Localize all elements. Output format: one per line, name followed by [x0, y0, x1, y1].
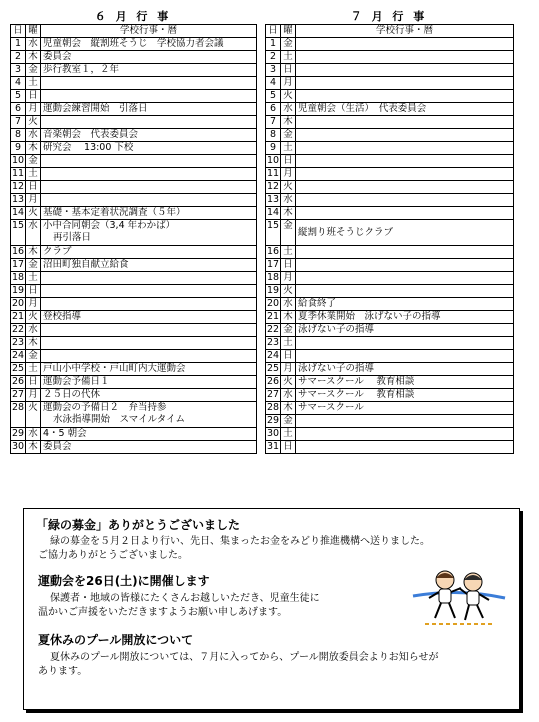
- june-title: ６ 月 行 事: [94, 10, 172, 23]
- event-cell: [41, 90, 257, 103]
- event-cell: [296, 376, 514, 389]
- june-row-7: [11, 116, 257, 129]
- event-text: 委員会: [43, 51, 72, 62]
- day-cell: 9: [266, 142, 281, 155]
- day-cell: 10: [11, 155, 25, 166]
- june-row-23: [11, 337, 257, 350]
- sports-day-text-1: 保護者・地域の皆様にたくさんお越しいただき、児童生徒に: [50, 593, 320, 604]
- event-cell: [41, 246, 257, 259]
- day-cell: 14: [266, 207, 280, 218]
- event-cell: [296, 285, 514, 298]
- event-cell: [296, 220, 514, 246]
- day-cell: 20: [11, 298, 25, 309]
- day-cell: 7: [11, 116, 26, 129]
- event-cell: [296, 207, 514, 220]
- day-cell: 12: [11, 181, 25, 192]
- july-row-7: [266, 116, 514, 129]
- june-row-29: [11, 428, 257, 441]
- day-cell: 1: [266, 38, 281, 51]
- weekday-cell: 月: [281, 77, 296, 90]
- weekday-cell: 土: [281, 337, 296, 350]
- july-row-22: [266, 324, 514, 337]
- weekday-cell: 金: [26, 259, 41, 272]
- june-row-24: [11, 350, 257, 363]
- weekday-cell: 土: [26, 363, 41, 376]
- day-cell: 18: [11, 272, 25, 283]
- day-cell: 1: [11, 38, 26, 51]
- event-cell: [41, 311, 257, 324]
- weekday-cell: 金: [26, 350, 41, 363]
- weekday-cell: 火: [26, 207, 41, 220]
- event-cell: [41, 298, 257, 311]
- day-cell: 7: [266, 116, 281, 129]
- event-text: 研究会 13:00 下校: [43, 142, 134, 153]
- event-text: 縦割り班そうじクラブ: [298, 226, 394, 238]
- event-text: ２５日の代休: [43, 389, 101, 400]
- weekday-cell: 火: [281, 376, 296, 389]
- june-row-25: [11, 363, 257, 376]
- day-header: 日: [11, 25, 26, 38]
- day-cell: 26: [11, 376, 25, 387]
- day-cell: 13: [11, 194, 25, 205]
- june-row-14: [11, 207, 257, 220]
- day-cell: 22: [11, 324, 25, 335]
- weekday-cell: 土: [281, 428, 296, 441]
- weekday-cell: 日: [281, 155, 296, 168]
- green-fund-text-1: 緑の募金を５月２日より行い、先日、集まったお金をみどり推進機構へ送りました。: [50, 536, 430, 547]
- july-row-8: [266, 129, 514, 142]
- event-cell: [41, 402, 257, 428]
- weekday-cell: 水: [281, 103, 296, 116]
- june-row-21: [11, 311, 257, 324]
- weekday-cell: 月: [26, 298, 41, 311]
- weekday-cell: 土: [26, 272, 41, 285]
- event-cell: [296, 246, 514, 259]
- july-row-27: [266, 389, 514, 402]
- event-cell: [296, 116, 514, 129]
- weekday-cell: 水: [26, 38, 41, 51]
- july-row-26: [266, 376, 514, 389]
- june-row-11: [11, 168, 257, 181]
- event-cell: [41, 259, 257, 272]
- july-row-28: [266, 402, 514, 415]
- event-cell: [41, 207, 257, 220]
- event-text: 委員会: [43, 441, 72, 452]
- event-cell: [296, 168, 514, 181]
- event-text: 泳げない子の指導: [298, 324, 375, 335]
- event-cell: [41, 142, 257, 155]
- weekday-cell: 日: [281, 259, 296, 272]
- day-cell: 21: [11, 311, 25, 322]
- july-row-20: [266, 298, 514, 311]
- event-text: 小中合同朝会（3,4 年わかば）: [43, 220, 176, 231]
- day-cell: 24: [266, 350, 280, 361]
- event-text: 児童朝会 縦割班そうじ 学校協力者会議: [43, 38, 224, 49]
- event-cell: [41, 324, 257, 337]
- event-cell: [296, 64, 514, 77]
- june-row-10: [11, 155, 257, 168]
- event-cell: [296, 272, 514, 285]
- weekday-cell: 土: [281, 246, 296, 259]
- event-cell: [296, 38, 514, 51]
- day-cell: 29: [266, 415, 280, 426]
- weekday-cell: 土: [26, 168, 41, 181]
- green-fund-heading: 「緑の募金」ありがとうございました: [36, 518, 241, 532]
- event-text: 再引落日: [53, 232, 92, 243]
- july-row-14: [266, 207, 514, 220]
- running-children-illustration: [411, 566, 507, 628]
- event-text: 歩行教室１，２年: [43, 64, 120, 75]
- day-cell: 22: [266, 324, 280, 335]
- day-cell: 16: [266, 246, 280, 257]
- june-row-17: [11, 259, 257, 272]
- july-row-31: [266, 441, 514, 454]
- event-cell: [296, 415, 514, 428]
- event-cell: [41, 272, 257, 285]
- day-cell: 3: [266, 64, 281, 77]
- weekday-cell: 金: [281, 324, 296, 337]
- event-cell: [41, 181, 257, 194]
- july-row-6: [266, 103, 514, 116]
- june-calendar: [10, 10, 256, 454]
- event-text: 登校指導: [43, 311, 82, 322]
- events-header: 学校行事・暦: [296, 25, 514, 38]
- weekday-cell: 月: [281, 272, 296, 285]
- weekday-cell: 水: [281, 389, 296, 402]
- event-cell: [41, 194, 257, 207]
- event-text: 泳げない子の指導: [298, 363, 375, 374]
- day-cell: 17: [11, 259, 25, 270]
- day-cell: 8: [11, 129, 26, 142]
- event-cell: [41, 441, 257, 454]
- event-cell: [41, 168, 257, 181]
- june-table: [10, 24, 257, 454]
- june-row-4: [11, 77, 257, 90]
- weekday-cell: 水: [26, 428, 41, 441]
- june-row-2: [11, 51, 257, 64]
- event-text: サマースクール 教育相談: [298, 389, 415, 400]
- sports-day-heading: 運動会を26日(土)に開催します: [38, 574, 210, 588]
- event-cell: [41, 376, 257, 389]
- weekday-cell: 金: [281, 129, 296, 142]
- july-row-5: [266, 90, 514, 103]
- weekday-cell: 金: [281, 38, 296, 51]
- event-text: 運動会練習開始 引落日: [43, 103, 148, 114]
- july-row-9: [266, 142, 514, 155]
- june-row-18: [11, 272, 257, 285]
- event-cell: [41, 220, 257, 246]
- day-cell: 16: [11, 246, 25, 257]
- july-row-23: [266, 337, 514, 350]
- july-row-12: [266, 181, 514, 194]
- weekday-cell: 金: [26, 64, 41, 77]
- weekday-cell: 月: [281, 363, 296, 376]
- events-header: 学校行事・暦: [41, 25, 257, 38]
- day-cell: 23: [266, 337, 280, 348]
- weekday-header: 曜: [281, 25, 296, 38]
- event-text: 音楽朝会 代表委員会: [43, 129, 139, 140]
- july-row-17: [266, 259, 514, 272]
- event-cell: [41, 116, 257, 129]
- event-text: 給食終了: [298, 298, 337, 309]
- day-cell: 19: [11, 285, 25, 296]
- june-row-16: [11, 246, 257, 259]
- july-row-3: [266, 64, 514, 77]
- july-row-11: [266, 168, 514, 181]
- day-cell: 19: [266, 285, 280, 296]
- day-cell: 30: [11, 441, 25, 452]
- july-table: [265, 24, 514, 454]
- event-cell: [296, 194, 514, 207]
- july-row-19: [266, 285, 514, 298]
- day-cell: 15: [266, 220, 281, 246]
- day-cell: 25: [266, 363, 280, 374]
- day-cell: 24: [11, 350, 25, 361]
- weekday-cell: 木: [26, 441, 41, 454]
- event-cell: [296, 259, 514, 272]
- weekday-cell: 木: [26, 337, 41, 350]
- june-row-13: [11, 194, 257, 207]
- weekday-cell: 木: [26, 142, 41, 155]
- weekday-cell: 月: [26, 103, 41, 116]
- day-cell: 20: [266, 298, 280, 309]
- event-cell: [41, 64, 257, 77]
- day-cell: 30: [266, 428, 280, 439]
- event-cell: [41, 285, 257, 298]
- event-cell: [41, 77, 257, 90]
- weekday-cell: 金: [26, 155, 41, 168]
- day-cell: 28: [266, 402, 280, 413]
- pool-text-1: 夏休みのプール開放については、７月に入ってから、プール開放委員会よりお知らせが: [50, 652, 439, 663]
- day-header: 日: [266, 25, 281, 38]
- event-cell: [41, 129, 257, 142]
- day-cell: 31: [266, 441, 280, 452]
- june-row-9: [11, 142, 257, 155]
- weekday-cell: 火: [26, 311, 41, 324]
- weekday-cell: 日: [281, 64, 296, 77]
- june-row-26: [11, 376, 257, 389]
- day-cell: 13: [266, 194, 280, 205]
- day-cell: 15: [11, 220, 26, 246]
- june-row-8: [11, 129, 257, 142]
- day-cell: 25: [11, 363, 25, 374]
- event-cell: [296, 389, 514, 402]
- event-cell: [296, 298, 514, 311]
- june-row-6: [11, 103, 257, 116]
- sports-day-text-2: 温かいご声援をいただきますようお願い申しあげます。: [38, 607, 288, 618]
- weekday-cell: 木: [281, 116, 296, 129]
- june-row-1: [11, 38, 257, 51]
- event-cell: [41, 38, 257, 51]
- event-cell: [41, 337, 257, 350]
- event-cell: [296, 350, 514, 363]
- june-row-27: [11, 389, 257, 402]
- pool-heading: 夏休みのプール開放について: [38, 633, 194, 647]
- weekday-cell: 日: [26, 181, 41, 194]
- july-row-30: [266, 428, 514, 441]
- july-row-2: [266, 51, 514, 64]
- day-cell: 8: [266, 129, 281, 142]
- june-row-12: [11, 181, 257, 194]
- weekday-cell: 火: [281, 90, 296, 103]
- event-cell: [296, 129, 514, 142]
- weekday-cell: 火: [281, 285, 296, 298]
- weekday-cell: 木: [281, 207, 296, 220]
- july-row-24: [266, 350, 514, 363]
- june-row-19: [11, 285, 257, 298]
- day-cell: 23: [11, 337, 25, 348]
- weekday-cell: 日: [26, 285, 41, 298]
- july-row-29: [266, 415, 514, 428]
- july-row-13: [266, 194, 514, 207]
- day-cell: 28: [11, 402, 26, 428]
- weekday-cell: 日: [26, 376, 41, 389]
- july-row-15: [266, 220, 514, 246]
- july-row-10: [266, 155, 514, 168]
- weekday-header: 曜: [26, 25, 41, 38]
- july-row-1: [266, 38, 514, 51]
- event-cell: [296, 402, 514, 415]
- june-row-28: [11, 402, 257, 428]
- event-text: 運動会の予備日２ 弁当持参: [43, 402, 167, 413]
- weekday-cell: 土: [281, 142, 296, 155]
- july-row-18: [266, 272, 514, 285]
- day-cell: 18: [266, 272, 280, 283]
- day-cell: 6: [266, 103, 281, 116]
- day-cell: 14: [11, 207, 25, 218]
- day-cell: 21: [266, 311, 280, 322]
- weekday-cell: 日: [281, 350, 296, 363]
- weekday-cell: 木: [281, 311, 296, 324]
- event-text: 4・5 朝会: [43, 428, 87, 439]
- event-cell: [296, 103, 514, 116]
- weekday-cell: 月: [281, 168, 296, 181]
- weekday-cell: 水: [281, 194, 296, 207]
- event-cell: [296, 77, 514, 90]
- weekday-cell: 日: [281, 441, 296, 454]
- event-cell: [296, 51, 514, 64]
- event-text: 夏季休業開始 泳げない子の指導: [298, 311, 441, 322]
- weekday-cell: 日: [26, 90, 41, 103]
- weekday-cell: 水: [26, 220, 41, 246]
- event-cell: [41, 350, 257, 363]
- day-cell: 29: [11, 428, 25, 439]
- event-text: 児童朝会（生活） 代表委員会: [298, 103, 427, 114]
- weekday-cell: 水: [26, 324, 41, 337]
- june-row-22: [11, 324, 257, 337]
- weekday-cell: 火: [26, 116, 41, 129]
- day-cell: 17: [266, 259, 280, 270]
- day-cell: 3: [11, 64, 26, 77]
- weekday-cell: 水: [281, 298, 296, 311]
- weekday-cell: 土: [281, 51, 296, 64]
- weekday-cell: 木: [281, 402, 296, 415]
- day-cell: 4: [266, 77, 281, 90]
- july-row-16: [266, 246, 514, 259]
- weekday-cell: 木: [26, 51, 41, 64]
- july-row-25: [266, 363, 514, 376]
- day-cell: 5: [266, 90, 281, 103]
- day-cell: 2: [11, 51, 26, 64]
- event-text: 戸山小中学校・戸山町内大運動会: [43, 363, 186, 374]
- event-cell: [41, 428, 257, 441]
- event-cell: [41, 389, 257, 402]
- event-cell: [41, 103, 257, 116]
- day-cell: 27: [266, 389, 280, 400]
- day-cell: 11: [11, 168, 25, 179]
- weekday-cell: 木: [26, 246, 41, 259]
- event-text: クラブ: [43, 246, 72, 257]
- june-row-30: [11, 441, 257, 454]
- day-cell: 2: [266, 51, 281, 64]
- event-cell: [41, 51, 257, 64]
- june-row-5: [11, 90, 257, 103]
- day-cell: 6: [11, 103, 26, 116]
- event-cell: [296, 142, 514, 155]
- event-cell: [296, 441, 514, 454]
- event-cell: [296, 181, 514, 194]
- event-text: 水泳指導開始 スマイルタイム: [53, 414, 186, 425]
- june-row-3: [11, 64, 257, 77]
- day-cell: 10: [266, 155, 280, 166]
- day-cell: 12: [266, 181, 280, 192]
- event-cell: [296, 363, 514, 376]
- day-cell: 27: [11, 389, 25, 400]
- event-text: 沼田町独自献立給食: [43, 259, 129, 270]
- event-cell: [296, 311, 514, 324]
- event-cell: [296, 428, 514, 441]
- notice-box: [23, 508, 520, 710]
- weekday-cell: 月: [26, 194, 41, 207]
- day-cell: 9: [11, 142, 26, 155]
- event-text: サマースクール: [298, 402, 364, 413]
- weekday-cell: 金: [281, 415, 296, 428]
- green-fund-text-2: ご協力ありがとうございました。: [38, 550, 188, 561]
- event-text: サマースクール 教育相談: [298, 376, 415, 387]
- event-cell: [296, 324, 514, 337]
- day-cell: 11: [266, 168, 280, 179]
- weekday-cell: 土: [26, 77, 41, 90]
- event-cell: [296, 90, 514, 103]
- july-row-21: [266, 311, 514, 324]
- weekday-cell: 金: [281, 220, 296, 246]
- weekday-cell: 月: [26, 389, 41, 402]
- july-title: ７ 月 行 事: [350, 10, 428, 23]
- june-row-20: [11, 298, 257, 311]
- event-text: 基礎・基本定着状況調査（５年）: [43, 207, 186, 218]
- pool-text-2: あります。: [38, 666, 88, 677]
- event-cell: [296, 155, 514, 168]
- event-text: 運動会予備日１: [43, 376, 110, 387]
- day-cell: 4: [11, 77, 26, 90]
- weekday-cell: 水: [26, 129, 41, 142]
- june-row-15: [11, 220, 257, 246]
- event-cell: [41, 155, 257, 168]
- event-cell: [41, 363, 257, 376]
- july-calendar: [265, 10, 513, 454]
- day-cell: 26: [266, 376, 280, 387]
- weekday-cell: 火: [26, 402, 41, 428]
- weekday-cell: 火: [281, 181, 296, 194]
- day-cell: 5: [11, 90, 26, 103]
- event-cell: [296, 337, 514, 350]
- july-row-4: [266, 77, 514, 90]
